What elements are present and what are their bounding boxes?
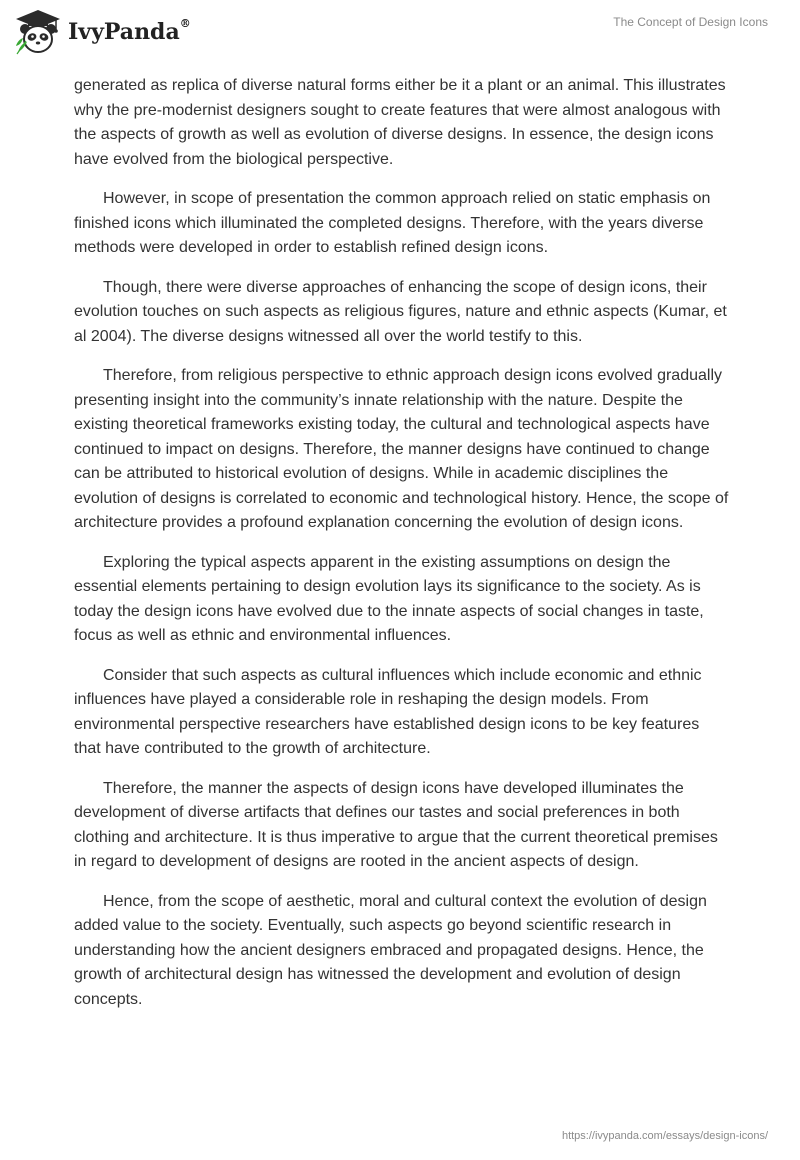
brand-name-text: IvyPanda: [68, 19, 180, 45]
essay-body: [74, 74, 730, 1027]
registered-mark: ®: [179, 17, 191, 30]
paragraph: Therefore, from religious perspective to ethnic approach design icons evolved gradually presenting insight into the community’s innate relationship with the nature. Despite the existing theoretical frameworks existing today, the cultural and technological aspects have continued to impact on designs. Therefore, the manner designs have continued to change can be attributed to historical evolution of designs. While in academic disciplines the evolution of designs is correlated to economic and technological history. Hence, the scope of architecture provides a profound explanation concerning the evolution of design icons.: [74, 367, 729, 531]
paragraph: generated as replica of diverse natural forms either be it a plant or an animal. This illustrates why the pre-modernist designers sought to create features that were almost analogous with the aspects of growth as well as evolution of diverse designs. In essence, the design icons have evolved from the biological perspective.: [74, 77, 726, 168]
paragraph: Therefore, the manner the aspects of design icons have developed illuminates the development of diverse artifacts that defines our tastes and social preferences in both clothing and architecture. It is thus imperative to argue that the current theoretical premises in regard to development of designs are rooted in the ancient aspects of design.: [74, 779, 718, 870]
panda-graduation-cap-icon: [14, 8, 62, 56]
brand-name: [68, 19, 191, 45]
paragraph: Though, there were diverse approaches of enhancing the scope of design icons, their evolution touches on such aspects as religious figures, nature and ethnic aspects (Kumar, et al 2004). The diverse designs witnessed all over the world testify to this.: [74, 278, 727, 345]
paragraph: Consider that such aspects as cultural influences which include economic and ethnic influences have played a considerable role in reshaping the design models. From environmental perspective researchers have established design icons to be key features that have contributed to the growth of architecture.: [74, 666, 702, 757]
document-title: The Concept of Design Icons: [613, 15, 768, 29]
paragraph: Hence, from the scope of aesthetic, moral and cultural context the evolution of design added value to the society. Eventually, such aspects go beyond scientific research in understanding how the ancient designers embraced and propagated designs. Hence, the growth of architectural design has witnessed the development and evolution of design concepts.: [74, 892, 707, 1008]
paragraph: However, in scope of presentation the common approach relied on static emphasis on finished icons which illuminated the completed designs. Therefore, with the years diverse methods were developed in order to establish refined design icons.: [74, 190, 711, 256]
paragraph: Exploring the typical aspects apparent in the existing assumptions on design the essential elements pertaining to design evolution lays its significance to the society. As is today the design icons have evolved due to the innate aspects of social changes in taste, focus as well as ethnic and environmental influences.: [74, 553, 704, 644]
ivypanda-logo[interactable]: [14, 8, 191, 56]
source-url[interactable]: https://ivypanda.com/essays/design-icons/: [561, 1130, 768, 1142]
page-header: [0, 0, 800, 70]
